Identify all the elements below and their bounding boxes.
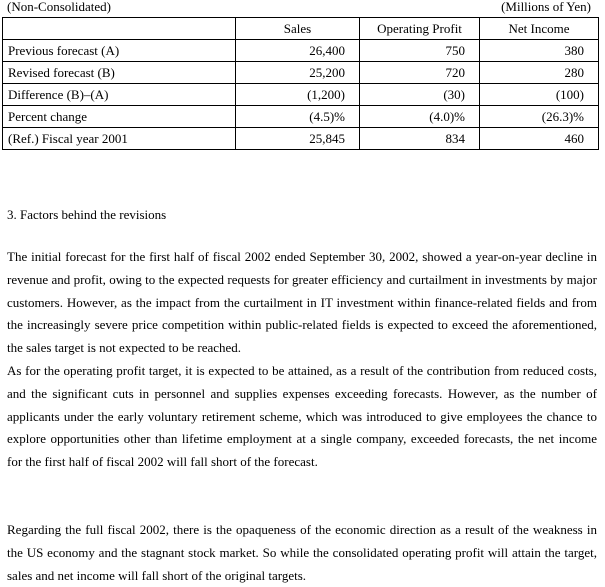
net-income-cell: 380 <box>480 40 599 62</box>
row-label: Percent change <box>3 106 236 128</box>
net-income-cell: (100) <box>480 84 599 106</box>
table-row <box>3 62 599 84</box>
sales-cell: (4.5)% <box>236 106 360 128</box>
table-row <box>3 106 599 128</box>
scope-label: (Non-Consolidated) <box>7 0 111 14</box>
row-label: Difference (B)–(A) <box>3 84 236 106</box>
operating-profit-cell: 720 <box>360 62 480 84</box>
column-header-label <box>3 18 236 40</box>
column-header-sales: Sales <box>236 18 360 40</box>
table-caption <box>7 0 591 16</box>
row-label: Revised forecast (B) <box>3 62 236 84</box>
net-income-cell: 460 <box>480 128 599 150</box>
sales-cell: (1,200) <box>236 84 360 106</box>
sales-cell: 26,400 <box>236 40 360 62</box>
table-row <box>3 40 599 62</box>
operating-profit-cell: 750 <box>360 40 480 62</box>
table-row <box>3 128 599 150</box>
table-header-row <box>3 18 599 40</box>
forecast-table <box>2 17 599 150</box>
sales-cell: 25,845 <box>236 128 360 150</box>
table-row <box>3 84 599 106</box>
column-header-operating-profit: Operating Profit <box>360 18 480 40</box>
operating-profit-cell: 834 <box>360 128 480 150</box>
paragraph-operating-profit: As for the operating profit target, it is expected to be attained, as a result of the contribution from reduced costs, and the significant cuts in personnel and supplies expenses exceeding forecasts. However, as the number of applicants under the early voluntary retirement scheme, which was introduced to give employees the chance to explore opportunities other than lifetime employment at a single company, exceeded forecasts, the net income for the first half of fiscal 2002 will fall short of the forecast. <box>7 362 597 470</box>
sales-cell: 25,200 <box>236 62 360 84</box>
operating-profit-cell: (30) <box>360 84 480 106</box>
paragraph-initial-forecast: The initial forecast for the first half of fiscal 2002 ended September 30, 2002, showed a year-on-year decline in revenue and profit, owing to the expected requests for greater efficiency and curtailment in investments by major customers. However, as the impact from the curtailment in IT investment within finance-related fields and from the increasingly severe price competition within public-related fields is expected to exceed the aforementioned, the sales target is not expected to be reached. <box>7 249 597 356</box>
row-label: (Ref.) Fiscal year 2001 <box>3 128 236 150</box>
section-heading: 3. Factors behind the revisions <box>7 207 167 222</box>
body-paragraphs <box>7 246 597 474</box>
net-income-cell: (26.3)% <box>480 106 599 128</box>
row-label: Previous forecast (A) <box>3 40 236 62</box>
column-header-net-income: Net Income <box>480 18 599 40</box>
operating-profit-cell: (4.0)% <box>360 106 480 128</box>
paragraph-full-fiscal: Regarding the full fiscal 2002, there is the opaqueness of the economic direction as a result of the weakness in the US economy and the stagnant stock market. So while the consolidated operating profit will attain the target, sales and net income will fall short of the original targets. <box>7 522 597 583</box>
units-label: (Millions of Yen) <box>501 0 591 14</box>
net-income-cell: 280 <box>480 62 599 84</box>
